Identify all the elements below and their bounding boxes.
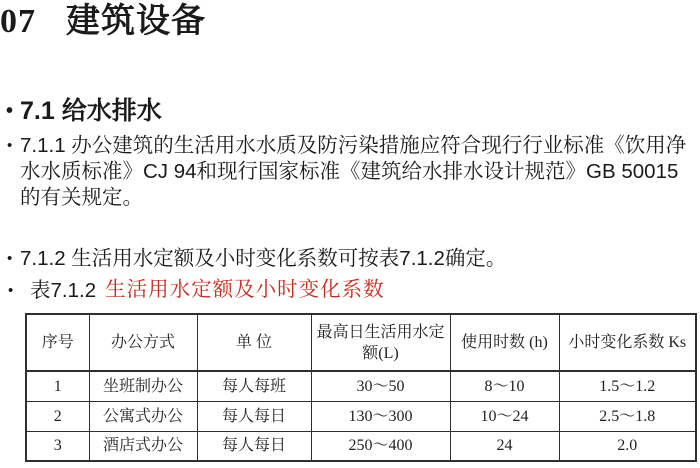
bullet-marker: •	[7, 137, 13, 154]
table-cell: 24	[450, 431, 559, 461]
table-caption-prefix: 表7.1.2	[30, 279, 97, 302]
bullet-marker: •	[7, 250, 13, 267]
header-cell-unit: 单 位	[197, 314, 311, 371]
table-cell: 8～10	[450, 371, 559, 401]
table-cell: 每人每班	[197, 371, 311, 401]
table-cell: 1	[26, 371, 89, 401]
table-cell: 公寓式办公	[89, 401, 197, 431]
table-cell: 250～400	[311, 431, 450, 461]
table-cell: 2	[26, 401, 89, 431]
table-cell: 2.5～1.8	[559, 401, 696, 431]
section-heading-7-1	[6, 95, 162, 127]
table-row	[26, 401, 696, 431]
chapter-number: 07	[0, 3, 36, 40]
table-cell: 1.5～1.2	[559, 371, 696, 401]
table-caption-highlight: 生活用水定额及小时变化系数	[105, 279, 385, 301]
table-caption	[8, 277, 385, 304]
clause-7-1-2-text: 7.1.2 生活用水定额及小时变化系数可按表7.1.2确定。	[20, 247, 507, 270]
header-cell-index: 序号	[26, 314, 89, 371]
table-cell: 每人每日	[197, 401, 311, 431]
page-title	[0, 1, 206, 43]
water-quota-table	[25, 313, 697, 462]
header-cell-office-type: 办公方式	[89, 314, 197, 371]
table-cell: 3	[26, 431, 89, 461]
header-cell-max-daily-quota: 最高日生活用水定额(L)	[311, 314, 450, 371]
table-cell: 2.0	[559, 431, 696, 461]
table-cell: 10～24	[450, 401, 559, 431]
table-header-row	[26, 314, 696, 371]
table-row	[26, 371, 696, 401]
clause-7-1-1-text: 7.1.1 办公建筑的生活用水水质及防污染措施应符合现行行业标准《饮用净水水质标准》CJ 94和现行国家标准《建筑给水排水设计规范》GB 50015的有关规定。	[20, 134, 687, 209]
table-cell: 130～300	[311, 401, 450, 431]
table-cell: 30～50	[311, 371, 450, 401]
header-cell-hourly-variation: 小时变化系数 Ks	[559, 314, 696, 371]
clause-7-1-2	[7, 246, 695, 272]
bullet-marker: •	[6, 100, 14, 122]
chapter-title: 建筑设备	[66, 3, 206, 40]
section-heading-text: 7.1 给水排水	[20, 97, 162, 125]
table-cell: 坐班制办公	[89, 371, 197, 401]
table-row	[26, 431, 696, 461]
table-cell: 酒店式办公	[89, 431, 197, 461]
clause-7-1-1	[7, 133, 695, 211]
bullet-marker: •	[8, 282, 14, 299]
table-cell: 每人每日	[197, 431, 311, 461]
header-cell-usage-hours: 使用时数 (h)	[450, 314, 559, 371]
